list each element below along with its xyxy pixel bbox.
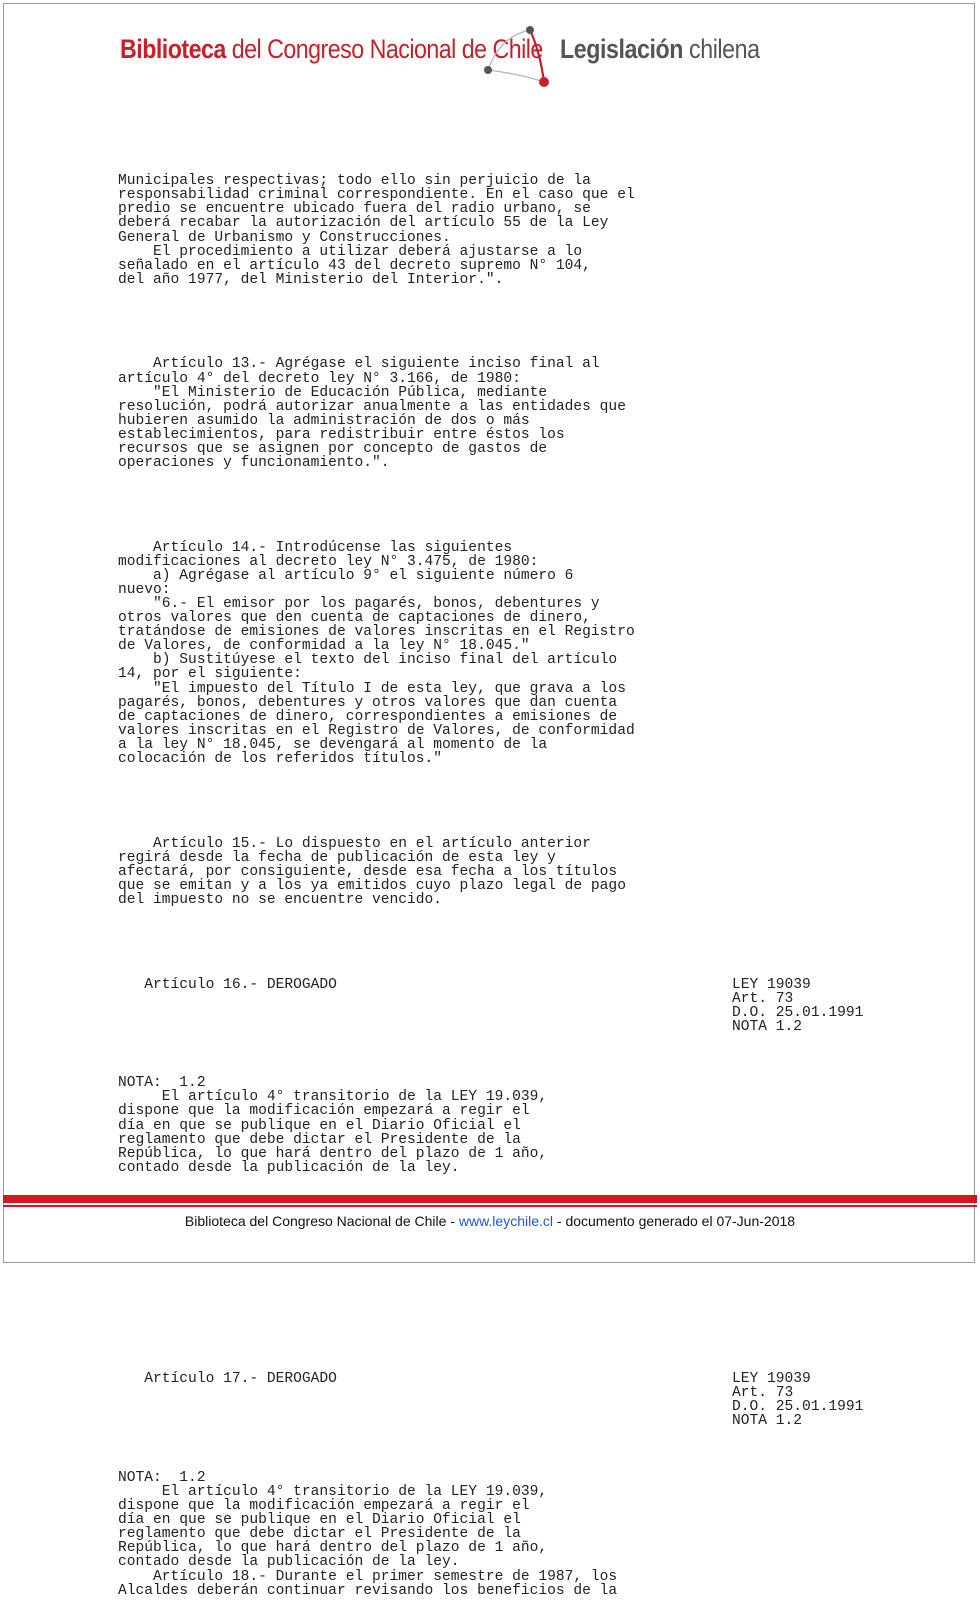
paragraph-art-15: Artículo 15.- Lo dispuesto en el artículo anterior regirá desde la fecha de publicación de esta ley y afectará, por consiguiente, desde esa fecha a los títulos que se emitan y a los ya emitidos cuyo plazo legal de pago del impuesto no se encuentre vencido. bbox=[118, 835, 626, 908]
document-body bbox=[118, 146, 878, 1612]
note-1: NOTA: 1.2 El artículo 4° transitorio de la LEY 19.039, dispone que la modificación empezará a regir el día en que se publique en el Diario Oficial el reglamento que debe dictar el Presidente de la República, lo que hará dentro del plazo de 1 año, contado desde la publicación de la ley. bbox=[118, 1075, 548, 1176]
article-16-row bbox=[118, 978, 878, 1049]
footer-source: Biblioteca del Congreso Nacional de Chile - bbox=[184, 1213, 459, 1229]
brand-congreso: del Congreso Nacional de Chile bbox=[225, 34, 543, 64]
page-footer bbox=[0, 1213, 980, 1229]
brand-biblioteca: Biblioteca bbox=[120, 34, 226, 64]
paragraph-art-12-end: Municipales respectivas; todo ello sin perjuicio de la responsabilidad criminal correspondiente. En el caso que el predio se encuentre ubicado fuera del radio urbano, se deberá recabar la autorización del artículo 55 de la Ley General de Urbanismo y Construcciones. El procedimiento a utilizar deberá ajustarse a lo señalado en el artículo 43 del decreto supremo N° 104, del año 1977, del Ministerio del Interior.". bbox=[118, 173, 635, 288]
brand-legislacion: Legislación bbox=[560, 34, 684, 64]
article-17-heading: Artículo 17.- DEROGADO bbox=[118, 1371, 337, 1388]
article-17-row bbox=[118, 1372, 878, 1443]
paragraph-art-14: Artículo 14.- Introdúcense las siguientes modificaciones al decreto ley N° 3.475, de 1980: a) Agrégase al artículo 9° el siguiente número 6 nuevo: "6.- El emisor por los pagarés, bonos, debentures y otros valores que den cuenta de captaciones de dinero, tratándose de emisiones de valores inscritas en el Registro de Valores, de conformidad a la ley N° 18.045." b) Sustitúyese el texto del inciso final del artículo 14, por el siguiente: "El impuesto del Título I de esta ley, que grava a los pagarés, bonos, debentures y otros valores que dan cuenta de captaciones de dinero, correspondientes a emisiones de valores inscritas en el Registro de Valores, de conformidad a la ley N° 18.045, se devengará al momento de la colocación de los referidos títulos." bbox=[118, 539, 635, 768]
note-2: NOTA: 1.2 El artículo 4° transitorio de la LEY 19.039, dispone que la modificación empezará a regir el día en que se publique en el Diario Oficial el reglamento que debe dictar el Presidente de la República, lo que hará dentro del plazo de 1 año, contado desde la publicación de la ley. Artículo 18.- Durante el primer semestre de 1987, los Alcaldes deberán continuar revisando los beneficios de la bbox=[118, 1469, 618, 1599]
triangle-network-logo-icon bbox=[480, 22, 552, 96]
article-17-source-note: LEY 19039 Art. 73 D.O. 25.01.1991 NOTA 1.2 bbox=[732, 1371, 864, 1430]
footer-divider bbox=[3, 1195, 977, 1203]
legislacion-brand bbox=[560, 34, 760, 65]
footer-divider-thin bbox=[3, 1205, 977, 1207]
brand-chilena: chilena bbox=[683, 34, 760, 64]
article-16-source-note: LEY 19039 Art. 73 D.O. 25.01.1991 NOTA 1.2 bbox=[732, 976, 864, 1035]
article-16-heading: Artículo 16.- DEROGADO bbox=[118, 976, 337, 993]
paragraph-art-13: Artículo 13.- Agrégase el siguiente inciso final al artículo 4° del decreto ley N° 3.166, de 1980: "El Ministerio de Educación Pública, mediante resolución, podrá autorizar anualmente a las entidades que hubieren asumido la administración de dos o más establecimientos, para redistribuir entre éstos los recursos que se asignen por concepto de gastos de operaciones y funcionamiento.". bbox=[118, 356, 626, 472]
footer-generated-date: - documento generado el 07-Jun-2018 bbox=[553, 1213, 796, 1229]
footer-link[interactable]: www.leychile.cl bbox=[458, 1213, 553, 1229]
page-header bbox=[0, 0, 980, 110]
